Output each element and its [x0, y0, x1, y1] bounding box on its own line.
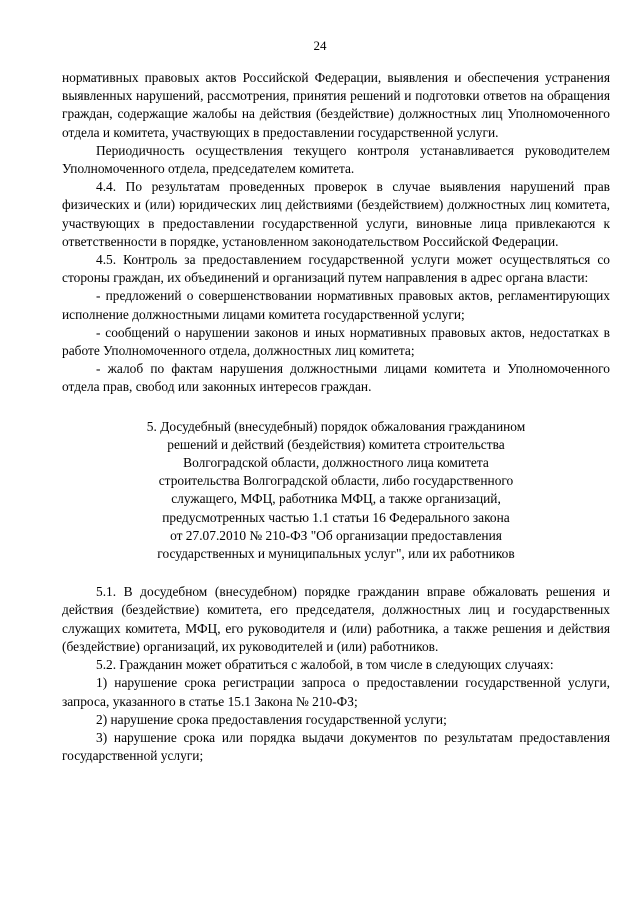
- heading-line: строительства Волгоградской области, либо государственного: [158, 473, 514, 489]
- paragraph-5-1: 5.1. В досудебном (внесудебном) порядке гражданин вправе обжаловать решения и действия (бездействие) комитета, его председателя, должностных лиц и государственных служащих комитета, МФЦ, его руководителя и (или) работника, а также решения и действия (бездействие) организаций, их руководителей и (или) работников.: [62, 584, 610, 654]
- list-item-complaints: - жалоб по фактам нарушения должностными лицами комитета и Уполномоченного отдела прав, свобод или законных интересов граждан.: [62, 361, 610, 395]
- paragraph-4-5: 4.5. Контроль за предоставлением государственной услуги может осуществляться со стороны граждан, их объединений и организаций путем направления в адрес органа власти:: [62, 252, 610, 286]
- heading-line: служащего, МФЦ, работника МФЦ, а также организаций,: [171, 491, 501, 507]
- paragraph-continued: нормативных правовых актов Российской Федерации, выявления и обеспечения устранения выявленных нарушений, рассмотрения, принятия решений и подготовки ответов на обращения граждан, содержащие жалобы на действия (бездействие) должностных лиц Уполномоченного отдела и комитета, участвующих в предоставлении государственной услуги.: [62, 70, 610, 140]
- list-item-1: 1) нарушение срока регистрации запроса о предоставлении государственной услуги, запроса, указанного в статье 15.1 Закона № 210-ФЗ;: [62, 675, 610, 709]
- heading-line: от 27.07.2010 № 210-ФЗ "Об организации предоставления: [170, 527, 502, 543]
- page-number: 24: [313, 38, 327, 53]
- document-body: [62, 69, 610, 765]
- list-item-reports: - сообщений о нарушении законов и иных нормативных правовых актов, недостатках в работе Уполномоченного отдела, должностных лиц комитета;: [62, 324, 610, 359]
- heading-line: Волгоградской области, должностного лица комитета: [183, 455, 489, 471]
- heading-line: государственных и муниципальных услуг", или их работников: [157, 546, 515, 562]
- paragraph-5-2: 5.2. Гражданин может обратиться с жалобой, в том числе в следующих случаях:: [96, 657, 554, 673]
- section-heading: [86, 418, 586, 564]
- heading-line: предусмотренных частью 1.1 статьи 16 Федерального закона: [162, 509, 510, 525]
- list-item-3: 3) нарушение срока или порядка выдачи документов по результатам предоставления государственной услуги;: [62, 729, 610, 764]
- heading-line: решений и действий (бездействия) комитета строительства: [167, 436, 505, 452]
- paragraph-periodicity: Периодичность осуществления текущего контроля устанавливается руководителем Уполномоченного отдела, председателем комитета.: [62, 142, 610, 177]
- heading-line: 5. Досудебный (внесудебный) порядок обжалования гражданином: [146, 418, 526, 434]
- list-item-proposals: - предложений о совершенствовании нормативных правовых актов, регламентирующих исполнение должностными лицами комитета государственной услуги;: [62, 288, 610, 322]
- paragraph-4-4: 4.4. По результатам проведенных проверок в случае выявления нарушений прав физических и (или) юридических лиц действиями (бездействием) должностных лиц комитета, участвующих в предоставлении государственной услуги, виновные лица привлекаются к ответственности в порядке, установленном законодательством Российской Федерации.: [62, 179, 610, 249]
- list-item-2: 2) нарушение срока предоставления государственной услуги;: [96, 711, 447, 727]
